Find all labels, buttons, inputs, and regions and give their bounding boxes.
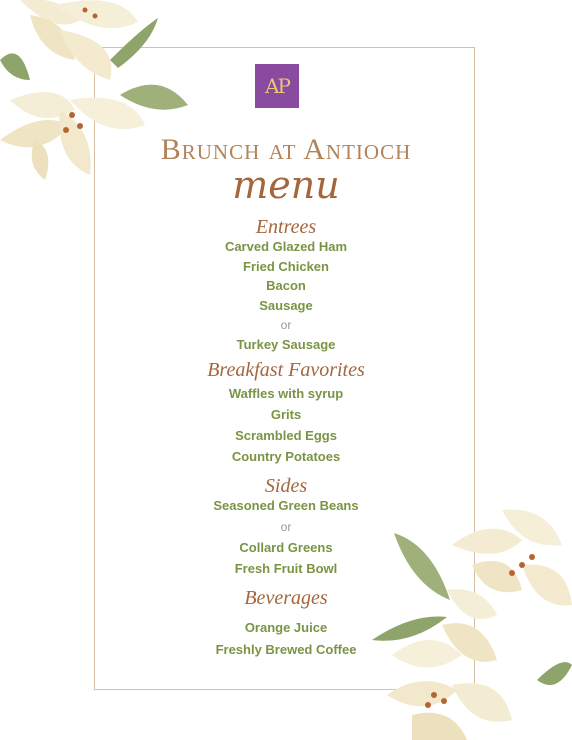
menu-item: Fried Chicken	[243, 259, 329, 274]
menu-title: Brunch at Antioch	[160, 133, 412, 166]
section-heading-breakfast: Breakfast Favorites	[207, 359, 365, 381]
section-heading-entrees: Entrees	[255, 216, 317, 238]
menu-item: Carved Glazed Ham	[224, 239, 348, 254]
section-heading-beverages: Beverages	[244, 587, 328, 609]
menu-item: Waffles with syrup	[228, 386, 344, 401]
or-separator: or	[280, 520, 292, 534]
antioch-logo	[255, 64, 299, 108]
menu-item: Seasoned Green Beans	[213, 498, 359, 513]
menu-item: Scrambled Eggs	[235, 428, 337, 443]
menu-item: Turkey Sausage	[236, 337, 336, 352]
menu-item: Sausage	[259, 298, 313, 313]
menu-item: Fresh Fruit Bowl	[234, 561, 338, 576]
logo-text: AP	[265, 74, 289, 98]
menu-item: Grits	[270, 407, 302, 422]
or-separator: or	[280, 318, 292, 332]
menu-item: Orange Juice	[244, 620, 328, 635]
menu-item: Freshly Brewed Coffee	[215, 642, 357, 657]
menu-item: Collard Greens	[239, 540, 333, 555]
section-heading-sides: Sides	[264, 475, 308, 497]
menu-item: Bacon	[266, 278, 306, 293]
menu-item: Country Potatoes	[231, 449, 341, 464]
menu-subtitle: menu	[232, 163, 340, 207]
